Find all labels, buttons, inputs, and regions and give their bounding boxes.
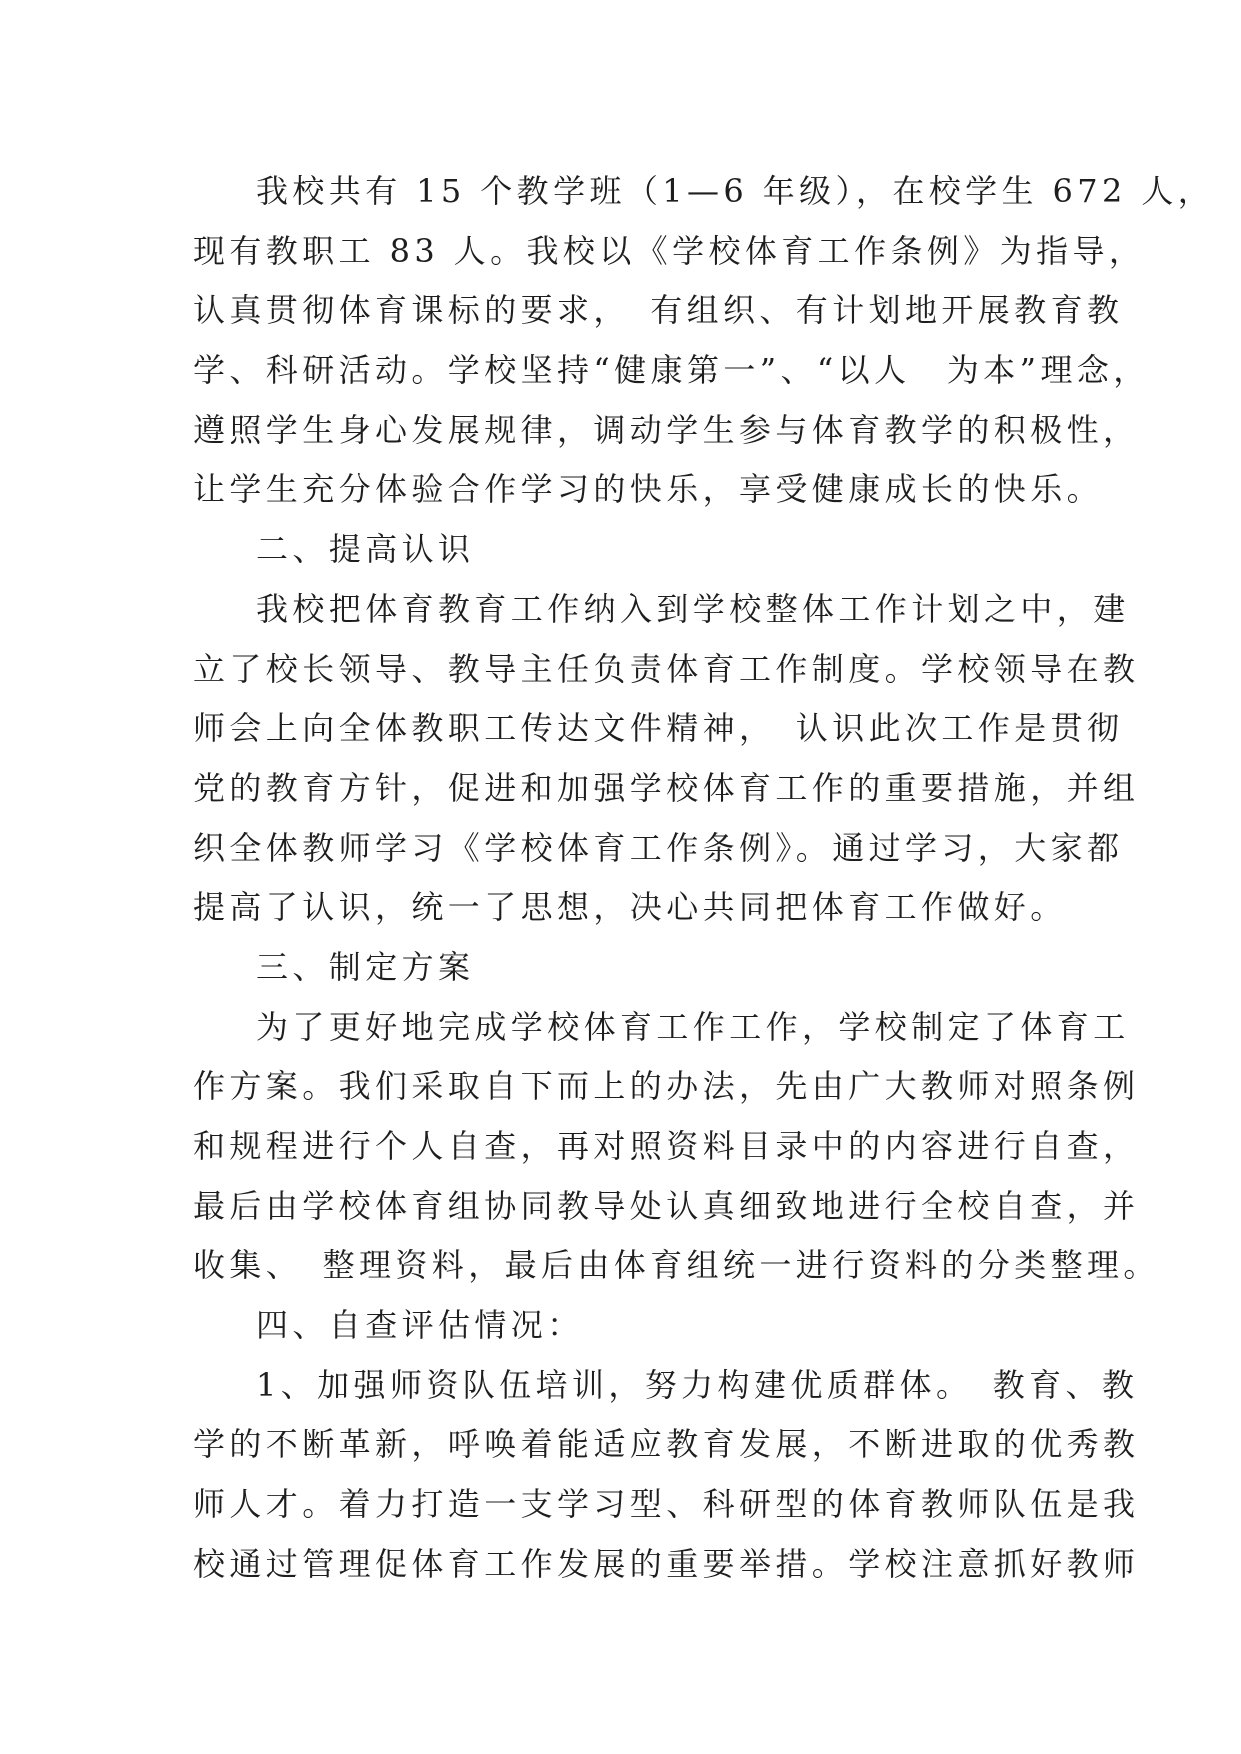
paragraph-line: 校通过管理促体育工作发展的重要举措。学校注意抓好教师 xyxy=(193,1544,1140,1583)
paragraph-line: 织全体教师学习《学校体育工作条例》。通过学习，大家都 xyxy=(193,828,1124,867)
paragraph-line: 我校把体育教育工作纳入到学校整体工作计划之中，建 xyxy=(256,589,1130,628)
section-heading: 四、自查评估情况： xyxy=(256,1306,584,1345)
paragraph-line: 师会上向全体教职工传达文件精神， 认识此次工作是贯彻 xyxy=(193,709,1124,748)
paragraph-line: 让学生充分体验合作学习的快乐，享受健康成长的快乐。 xyxy=(193,470,1104,509)
paragraph-line: 为了更好地完成学校体育工作工作，学校制定了体育工 xyxy=(256,1007,1130,1046)
paragraph-line: 立了校长领导、教导主任负责体育工作制度。学校领导在教 xyxy=(193,649,1140,688)
paragraph-line: 作方案。我们采取自下而上的办法，先由广大教师对照条例 xyxy=(193,1067,1140,1106)
paragraph-line: 收集、 整理资料，最后由体育组统一进行资料的分类整理。 xyxy=(193,1246,1160,1285)
paragraph-line: 最后由学校体育组协同教导处认真细致地进行全校自查，并 xyxy=(193,1186,1140,1225)
paragraph-line: 学的不断革新，呼唤着能适应教育发展，不断进取的优秀教 xyxy=(193,1425,1140,1464)
paragraph-line: 我校共有 15 个教学班（1—6 年级），在校学生 672 人， xyxy=(256,172,1215,210)
paragraph-line: 遵照学生身心发展规律，调动学生参与体育教学的积极性， xyxy=(193,410,1140,449)
section-heading: 二、提高认识 xyxy=(256,530,475,569)
paragraph-line: 提高了认识，统一了思想，决心共同把体育工作做好。 xyxy=(193,888,1067,927)
paragraph-line: 师人才。着力打造一支学习型、科研型的体育教师队伍是我 xyxy=(193,1485,1140,1524)
paragraph-line: 学、科研活动。学校坚持“健康第一”、“以人 为本”理念， xyxy=(193,351,1150,390)
paragraph-line: 认真贯彻体育课标的要求， 有组织、有计划地开展教育教 xyxy=(193,291,1124,330)
paragraph-line: 和规程进行个人自查，再对照资料目录中的内容进行自查， xyxy=(193,1127,1140,1165)
section-heading: 三、制定方案 xyxy=(256,947,475,986)
body-text xyxy=(193,162,1215,1595)
paragraph-line: 现有教职工 83 人。我校以《学校体育工作条例》为指导， xyxy=(193,231,1146,270)
paragraph-line: 1、加强师资队伍培训，努力构建优质群体。 教育、教 xyxy=(256,1365,1139,1404)
paragraph-line: 党的教育方针，促进和加强学校体育工作的重要措施，并组 xyxy=(193,768,1140,807)
